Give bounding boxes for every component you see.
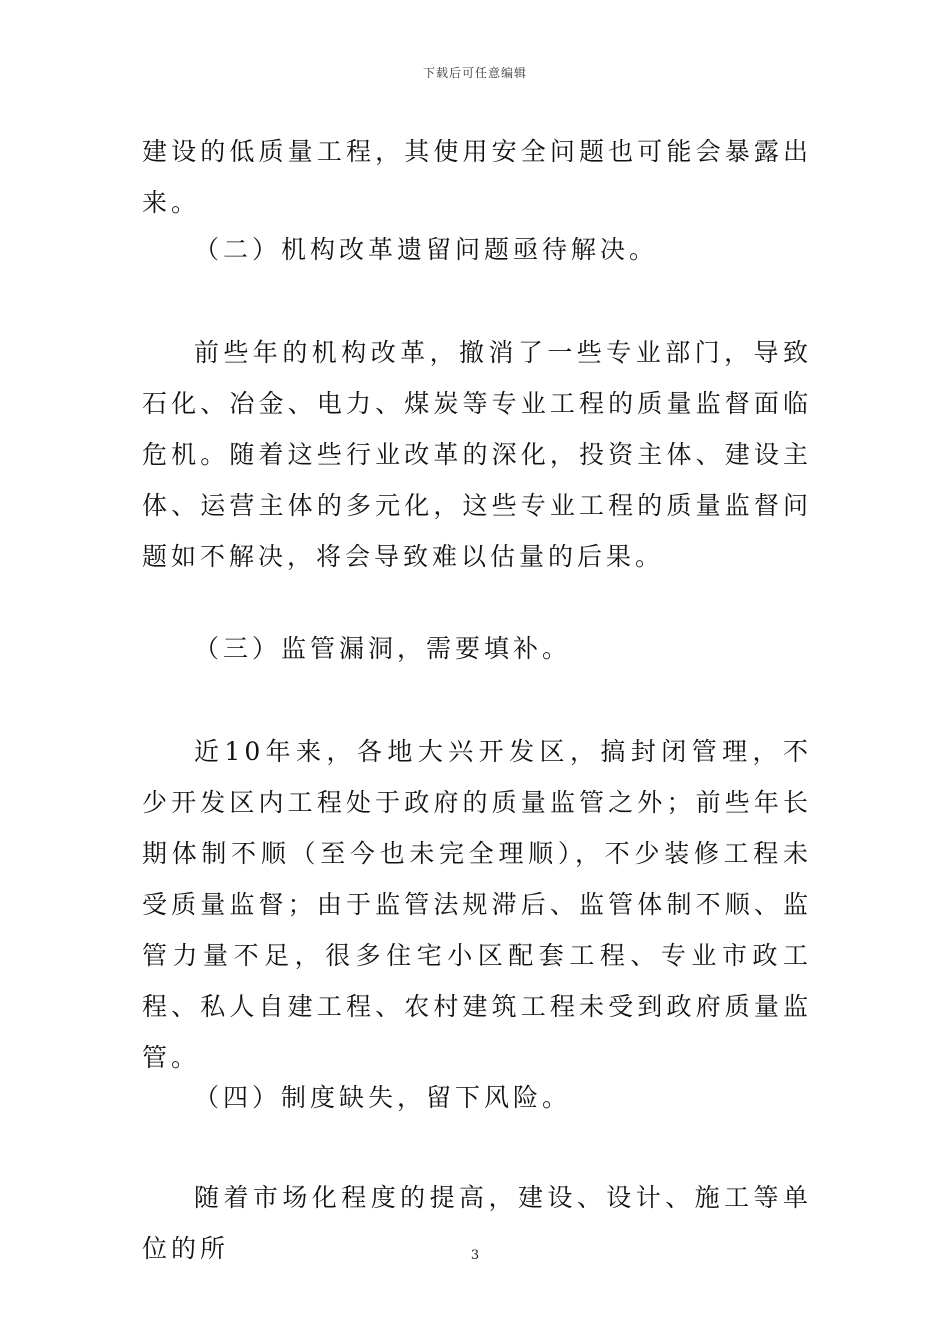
section-heading-3: （三）监管漏洞，需要填补。 [194, 634, 572, 663]
header-note: 下载后可任意编辑 [422, 66, 527, 80]
section-heading-2: （二）机构改革遗留问题亟待解决。 [194, 235, 659, 264]
section-heading-4: （四）制度缺失，留下风险。 [194, 1083, 572, 1112]
paragraph-4: 随着市场化程度的提高，建设、设计、施工等单位的所 [142, 1183, 812, 1263]
paragraph-1: 建设的低质量工程，其使用安全问题也可能会暴露出来。 [142, 137, 812, 217]
paragraph-3: 近10年来，各地大兴开发区，搞封闭管理，不少开发区内工程处于政府的质量监管之外；前些年长期体制不顺（至今也未完全理顺），不少装修工程未受质量监督；由于监管法规滞后、监管体制不顺、监管力量不足，很多住宅小区配套工程、专业市政工程、私人自建工程、农村建筑工程未受到政府质量监管。 [142, 737, 812, 1072]
page-number: 3 [470, 1248, 480, 1263]
paragraph-2: 前些年的机构改革，撤消了一些专业部门，导致石化、冶金、电力、煤炭等专业工程的质量监督面临危机。随着这些行业改革的深化，投资主体、建设主体、运营主体的多元化，这些专业工程的质量监督问题如不解决，将会导致难以估量的后果。 [142, 338, 812, 571]
